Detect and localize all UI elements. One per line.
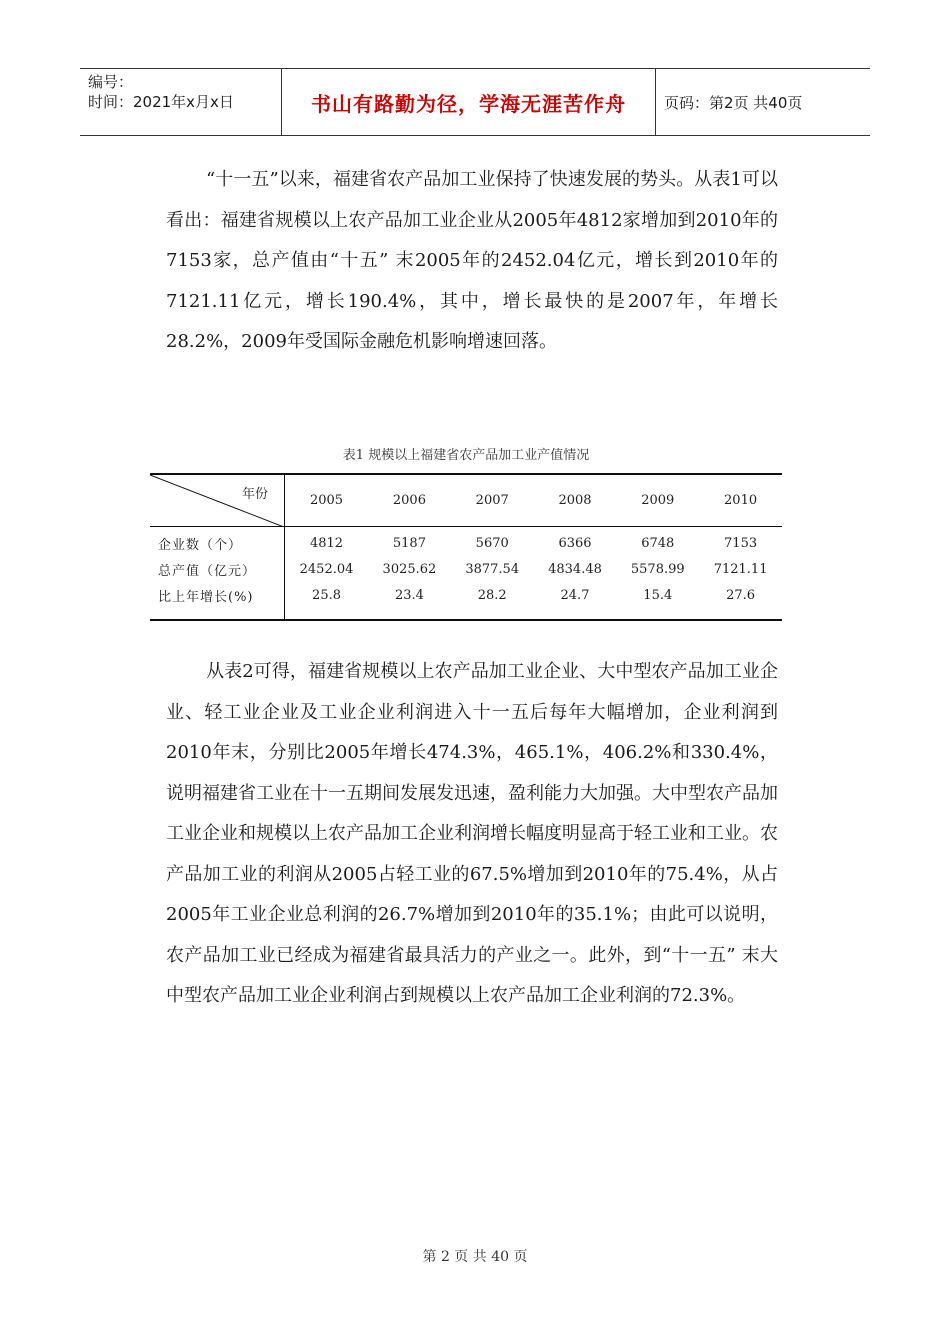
row-label: 企业数（个） [150, 526, 285, 557]
table-cell: 15.4 [616, 583, 699, 620]
table-corner-cell [150, 474, 285, 526]
table-cell: 4812 [309, 536, 344, 551]
row-label: 比上年增长(%) [150, 583, 285, 620]
year-header: 2009 [616, 474, 699, 526]
year-header: 2010 [699, 474, 782, 526]
year-header: 2006 [368, 474, 451, 526]
table-cell: 3877.54 [465, 562, 520, 577]
table-cell: 5187 [392, 536, 426, 551]
table-cell: 7121.11 [713, 562, 768, 577]
table-cell: 5670 [475, 536, 509, 551]
table-cell: 4834.48 [548, 562, 602, 577]
table-cell: 5578.99 [630, 562, 685, 577]
row-label: 总产值（亿元） [150, 557, 285, 583]
table-cell: 6366 [558, 536, 592, 551]
table-cell: 28.2 [451, 583, 534, 620]
paragraph-profit-analysis [166, 652, 778, 1017]
table-cell: 6748 [641, 536, 675, 551]
table-row [150, 526, 782, 557]
paragraph-profit-text: 从表2可得，福建省规模以上农产品加工业企业、大中型农产品加工业企业、轻工业企业及工业企业利润进入十一五后每年大幅增加，企业利润到2010年末，分别比2005年增长474.3%，465.1%，406.2%和330.4%，说明福建省工业在十一五期间发展发迅速，盈利能力大加强。大中型农产品加工业企业和规模以上农产品加工企业利润增长幅度明显高于轻工业和工业。农产品加工业的利润从2005占轻工业的67.5%增加到2010年的75.4%，从占2005年工业企业总利润的26.7%增加到2010年的35.1%；由此可以说明，农产品加工业已经成为福建省最具活力的产业之一。此外，到“十一五” 末大中型农产品加工业企业利润占到规模以上农产品加工企业利润的72.3%。 [166, 661, 778, 1006]
table-row [150, 557, 782, 583]
table-cell: 7153 [724, 536, 758, 551]
header-meta [80, 69, 282, 135]
table-cell: 2452.04 [299, 562, 354, 577]
table-cell: 27.6 [699, 583, 782, 620]
doc-time-label: 时间：2021年x月x日 [88, 93, 234, 111]
doc-number-label: 编号： [88, 73, 134, 91]
page-header [80, 68, 870, 136]
table-cell: 25.8 [285, 583, 369, 620]
table-cell: 23.4 [368, 583, 451, 620]
table-cell: 3025.62 [382, 562, 437, 577]
paragraph-intro-text: “十一五”以来，福建省农产品加工业保持了快速发展的势头。从表1可以看出：福建省规模以上农产品加工业企业从2005年4812家增加到2010年的7153家，总产值由“十五” 末2005年的2452.04亿元，增长到2010年的7121.11亿元，增长190.4%，其中，增长最快的是2007年，年增长28.2%，2009年受国际金融危机影响增速回落。 [166, 169, 778, 352]
table-caption: 表1 规模以上福建省农产品加工业产值情况 [342, 448, 590, 463]
year-header: 2008 [534, 474, 617, 526]
paragraph-intro [166, 160, 778, 363]
header-motto: 书山有路勤为径，学海无涯苦作舟 [311, 91, 626, 116]
table-cell: 24.7 [534, 583, 617, 620]
corner-label: 年份 [241, 487, 268, 502]
output-table [150, 473, 782, 621]
year-header: 2005 [285, 474, 369, 526]
table-row [150, 583, 782, 620]
year-header: 2007 [451, 474, 534, 526]
header-motto-cell [282, 69, 656, 135]
table-header-row [150, 474, 782, 526]
page-footer: 第 2 页 共 40 页 [422, 1249, 528, 1265]
header-page-info: 页码：第2页 共40页 [664, 93, 803, 112]
